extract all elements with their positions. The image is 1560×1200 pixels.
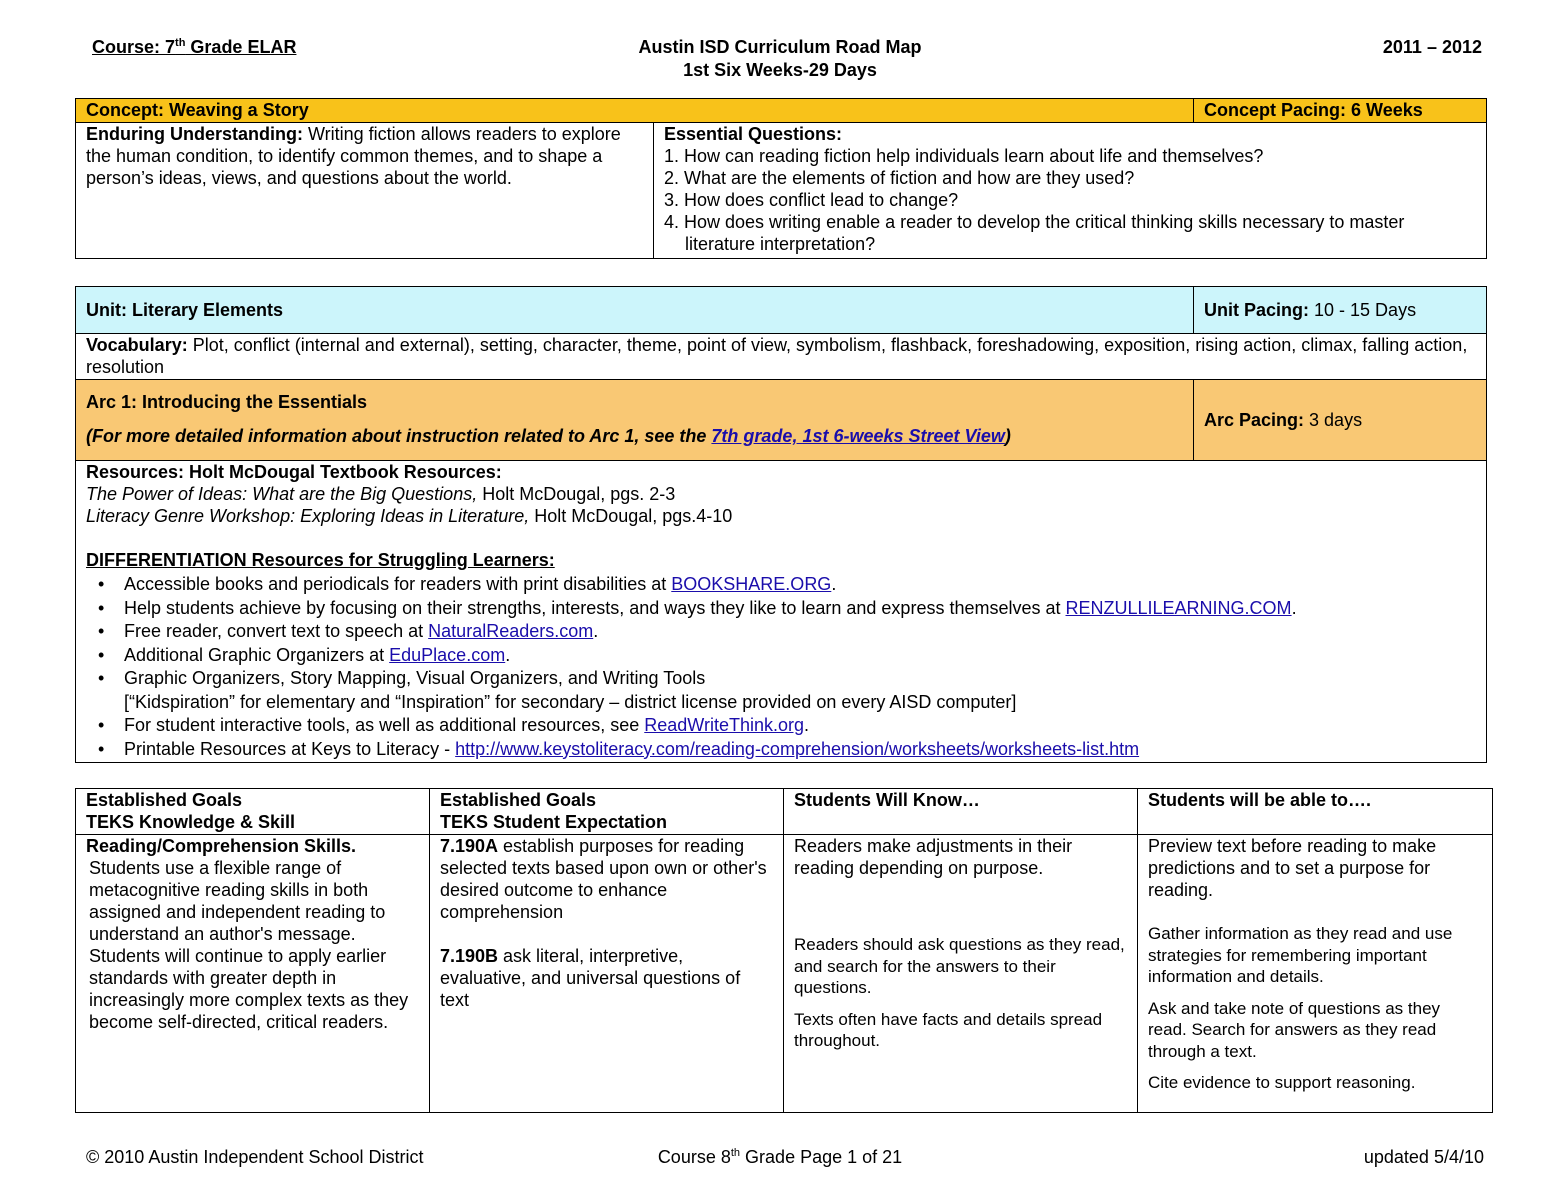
footer-course: Course 8 <box>657 1147 731 1167</box>
school-year: 2011 – 2012 <box>1382 37 1482 57</box>
arc-note-close: ) <box>1004 426 1011 446</box>
essential-questions-label: Essential Questions: <box>664 124 843 144</box>
item-text: Help students achieve by focusing on their strengths, interests, and ways they like to learn and express themselves at <box>124 597 1066 618</box>
col-head-line: TEKS Knowledge & Skill <box>86 812 296 832</box>
arc-title: Arc 1: Introducing the Essentials <box>86 392 368 412</box>
list-item <box>86 667 1476 714</box>
item-text: Additional Graphic Organizers at <box>124 644 390 665</box>
item-text: For student interactive tools, as well as additional resources, see <box>124 715 645 735</box>
teks-text: ask literal, interpretive, evaluative, and universal questions of text <box>440 946 741 1010</box>
knowledge-skill-cell <box>76 835 430 1113</box>
know-item: Readers make adjustments in their reading depending on purpose. <box>794 836 1073 878</box>
know-item: Readers should ask questions as they read, and search for the answers to their questions. <box>794 935 1125 997</box>
eduplace-link[interactable]: EduPlace.com <box>389 644 506 665</box>
col-head-knowledge <box>76 789 430 835</box>
course-name: Grade ELAR <box>185 37 297 57</box>
differentiation-list <box>86 573 1476 761</box>
arc-note-text: (For more detailed information about instruction related to Arc 1, see the <box>86 426 712 446</box>
col-head-know: Students Will Know… <box>784 789 1138 835</box>
skill-text: Students use a flexible range of metacognitive reading skills in both assigned and independent reading to understand an author's message. Students will continue to apply earlier standards with greater depth in increasingly more complex texts as they become self-directed, critical readers. <box>89 858 409 1032</box>
teks-code: 7.190A <box>440 836 499 856</box>
resource-pages: Holt McDougal, pgs. 2-3 <box>477 484 676 504</box>
arc-pacing-value: 3 days <box>1304 410 1363 430</box>
item-text: Accessible books and periodicals for readers with print disabilities at <box>124 574 672 594</box>
enduring-understanding-label: Enduring Understanding: <box>86 124 303 144</box>
able-item: Cite evidence to support reasoning. <box>1148 1073 1416 1092</box>
list-item <box>86 644 1476 668</box>
unit-title <box>76 287 1194 334</box>
arc-note <box>86 425 1183 447</box>
arc-pacing <box>1194 380 1487 461</box>
footer-page-info <box>0 1146 1560 1169</box>
keystoliteracy-link[interactable]: http://www.keystoliteracy.com/reading-comprehension/worksheets/worksheets-list.htm <box>455 738 1140 759</box>
renzulli-link[interactable]: RENZULLILEARNING.COM <box>1065 597 1292 618</box>
question-item: 1. How can reading fiction help individuals learn about life and themselves? <box>664 146 1264 166</box>
item-text-line2: [“Kidspiration” for elementary and “Inspiration” for secondary – district license provided on every AISD computer] <box>124 691 1017 712</box>
item-punct: . <box>804 715 810 735</box>
naturalreaders-link[interactable]: NaturalReaders.com <box>428 621 594 641</box>
teks-code: 7.190B <box>440 946 499 966</box>
readwritethink-link[interactable]: ReadWriteThink.org <box>644 715 804 735</box>
col-head-expectation <box>430 789 784 835</box>
unit-title-text: Unit: Literary Elements <box>86 300 284 320</box>
concept-pacing: Concept Pacing: 6 Weeks <box>1194 99 1487 123</box>
enduring-understanding-text: Writing fiction allows readers to explore the human condition, to identify common themes, and to shape a person’s ideas, views, and questions about the world. <box>86 124 621 188</box>
question-item: 2. What are the elements of fiction and how are they used? <box>664 168 1135 188</box>
resource-pages: Holt McDougal, pgs.4-10 <box>529 506 733 526</box>
concept-table <box>75 98 1487 259</box>
students-able-cell <box>1138 835 1493 1113</box>
list-item <box>86 573 1476 597</box>
vocabulary <box>76 334 1487 380</box>
item-text: Graphic Organizers, Story Mapping, Visual Organizers, and Writing Tools <box>124 668 706 688</box>
unit-pacing-value: 10 - 15 Days <box>1309 300 1417 320</box>
expectation-b <box>440 945 773 1011</box>
able-item: Ask and take note of questions as they read. Search for answers as they read through a text. <box>1148 998 1441 1061</box>
question-item: 3. How does conflict lead to change? <box>664 190 959 210</box>
footer-grade-suffix: th <box>730 1147 741 1159</box>
list-item <box>86 738 1476 762</box>
list-item <box>86 620 1476 644</box>
item-punct: . <box>1291 597 1297 618</box>
document-title <box>0 36 1560 82</box>
resources-heading: Resources: Holt McDougal Textbook Resources: <box>86 462 502 482</box>
teks-text: establish purposes for reading selected texts based upon own or other's desired outcome to enhance comprehension <box>440 836 767 922</box>
unit-table <box>75 286 1487 763</box>
able-item: Preview text before reading to make predictions and to set a purpose for reading. <box>1148 836 1437 900</box>
unit-pacing <box>1194 287 1487 334</box>
col-head-able: Students will be able to…. <box>1138 789 1493 835</box>
vocabulary-text: Plot, conflict (internal and external), setting, character, theme, point of view, symbolism, flashback, foreshadowing, exposition, rising action, climax, falling action, resolution <box>86 335 1468 377</box>
essential-questions <box>654 123 1487 259</box>
course-grade-number: 7 <box>165 37 176 57</box>
item-punct: . <box>831 574 837 594</box>
skill-title: Reading/Comprehension Skills. <box>86 836 357 856</box>
col-head-line: Established Goals <box>86 790 243 810</box>
know-item: Texts often have facts and details spread throughout. <box>794 1009 1103 1050</box>
resource-title: The Power of Ideas: What are the Big Questions, <box>86 484 478 504</box>
vocabulary-label: Vocabulary: <box>86 335 188 355</box>
resource-line <box>86 483 1476 505</box>
footer-copyright: © 2010 Austin Independent School District <box>86 1147 424 1167</box>
arc-info <box>76 380 1194 461</box>
question-item: 4. How does writing enable a reader to develop the critical thinking skills necessary to master literature interpretation? <box>664 212 1405 254</box>
col-head-line: Established Goals <box>440 790 597 810</box>
list-item <box>86 714 1476 738</box>
resources <box>76 461 1487 763</box>
item-punct: . <box>505 644 511 665</box>
course-grade-suffix: th <box>175 37 186 49</box>
item-punct: . <box>593 621 599 641</box>
differentiation-heading: DIFFERENTIATION Resources for Struggling Learners: <box>86 550 555 570</box>
unit-pacing-label: Unit Pacing: <box>1204 300 1310 320</box>
students-know-cell <box>784 835 1138 1113</box>
resource-title: Literacy Genre Workshop: Exploring Ideas in Literature, <box>86 506 530 526</box>
street-view-link[interactable]: 7th grade, 1st 6-weeks Street View <box>711 426 1005 446</box>
bookshare-link[interactable]: BOOKSHARE.ORG <box>671 574 832 594</box>
course-prefix: Course: <box>92 37 166 57</box>
able-item: Gather information as they read and use strategies for remembering important information and details. <box>1148 924 1453 986</box>
resource-line <box>86 505 1476 527</box>
arc-pacing-label: Arc Pacing: <box>1204 410 1305 430</box>
enduring-understanding <box>76 123 654 259</box>
goals-table <box>75 788 1493 1113</box>
footer-page: Grade Page 1 of 21 <box>740 1147 903 1167</box>
item-text: Printable Resources at Keys to Literacy - <box>124 738 456 759</box>
student-expectation-cell <box>430 835 784 1113</box>
item-text: Free reader, convert text to speech at <box>124 621 429 641</box>
concept-title: Concept: Weaving a Story <box>76 99 1194 123</box>
questions-list <box>664 145 1476 255</box>
col-head-line: TEKS Student Expectation <box>440 812 668 832</box>
roadmap-title: Austin ISD Curriculum Road Map <box>638 37 922 57</box>
footer-updated: updated 5/4/10 <box>1363 1147 1484 1167</box>
six-weeks-subtitle: 1st Six Weeks-29 Days <box>683 60 877 80</box>
expectation-a <box>440 835 773 923</box>
list-item <box>86 597 1476 621</box>
